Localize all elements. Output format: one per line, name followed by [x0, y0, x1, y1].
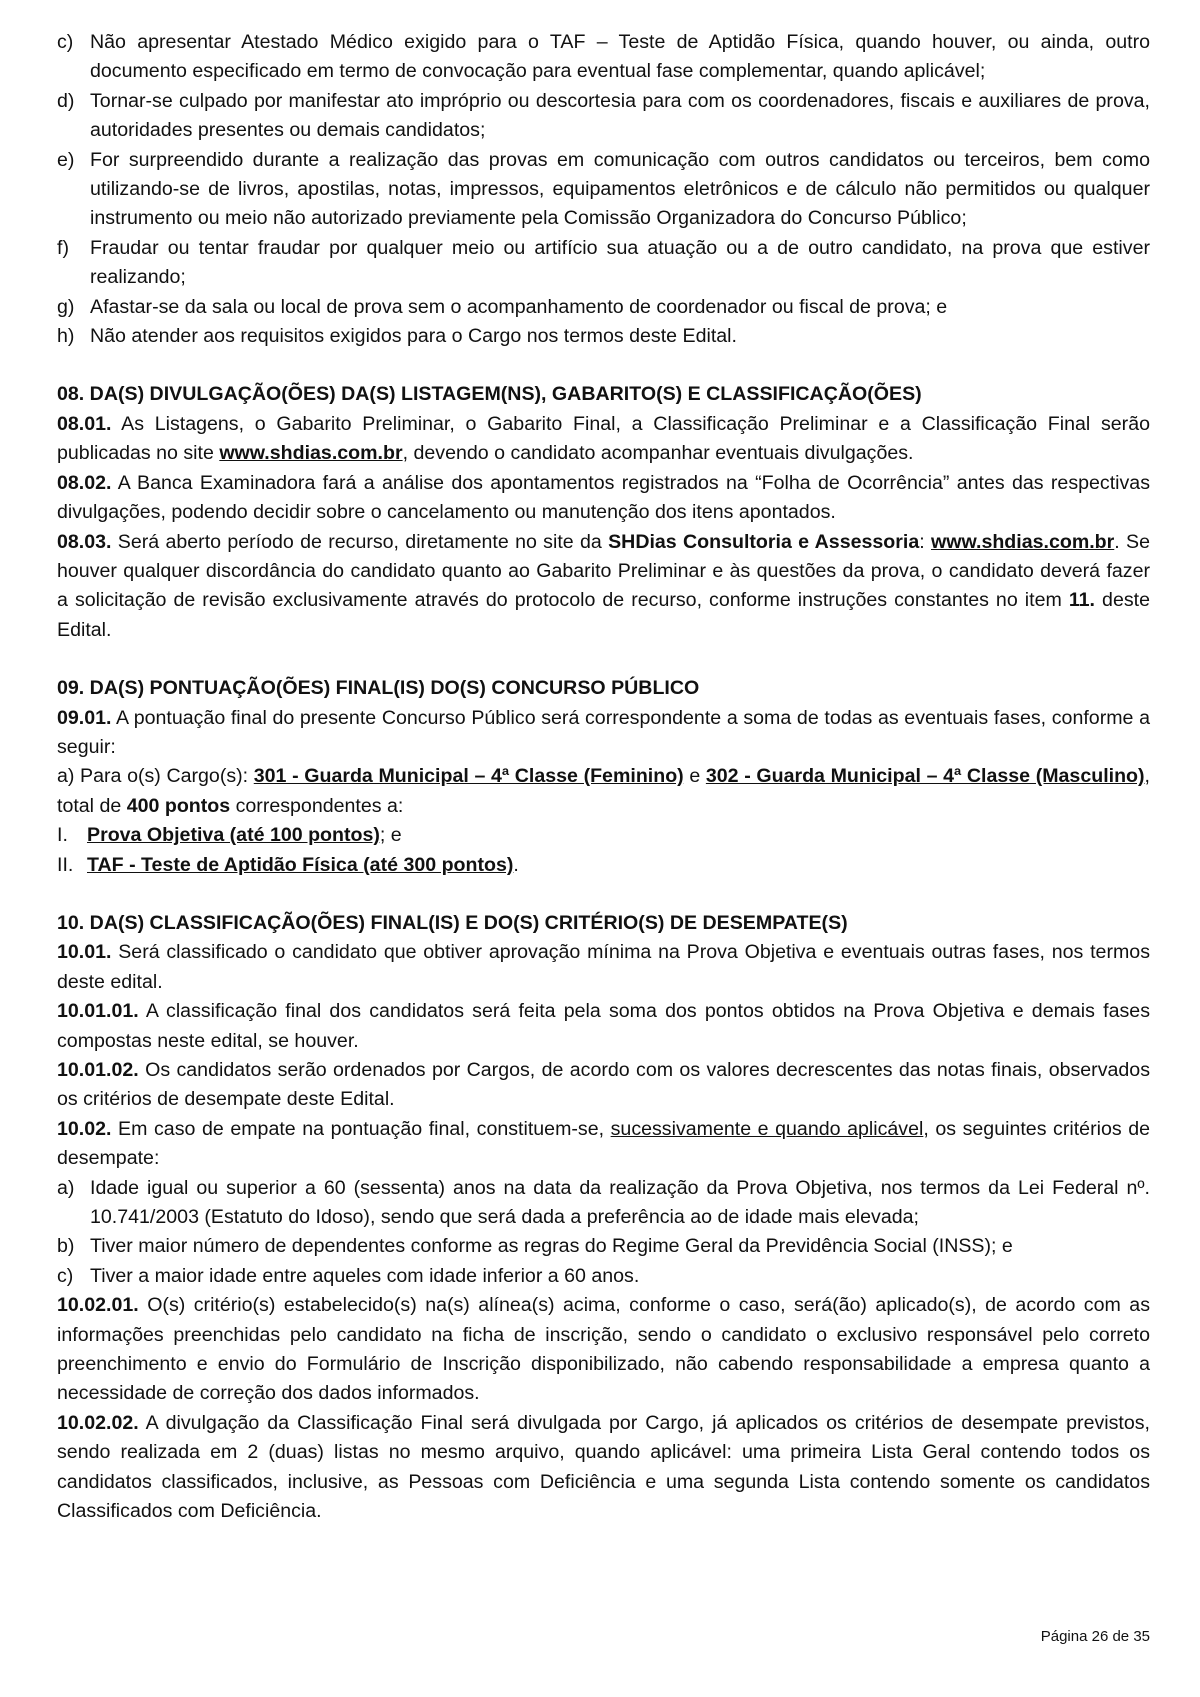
list-item: d) Tornar-se culpado por manifestar ato impróprio ou descortesia para com os coordenadores, fiscais e auxiliares de prova, autoridades presentes ou demais candidatos;	[57, 89, 1150, 142]
site-link[interactable]: www.shdias.com.br	[931, 530, 1115, 553]
paragraph-08-01: 08.01. As Listagens, o Gabarito Preliminar, o Gabarito Final, a Classificação Preliminar e a Classificação Final serão publicadas no site www.shdias.com.br, devendo o candidato acompanhar eventuais divulgações.	[57, 412, 1150, 465]
list-item: a) Idade igual ou superior a 60 (sessenta) anos na data da realização da Prova Objetiva, nos termos da Lei Federal nº. 10.741/2003 (Estatuto do Idoso), sendo que será dada a preferência ao de idade mais elevada;	[57, 1176, 1150, 1229]
list-item: I. Prova Objetiva (até 100 pontos); e	[57, 824, 402, 847]
list-item: c) Tiver a maior idade entre aqueles com idade inferior a 60 anos.	[57, 1264, 640, 1287]
paragraph-10-02-01: 10.02.01. O(s) critério(s) estabelecido(s) na(s) alínea(s) acima, conforme o caso, será(ão) aplicado(s), de acordo com as informações preenchidas pelo candidato na ficha de inscrição, sendo o candidato o exclusivo responsável pelo correto preenchimento e envio do Formulário de Inscrição disponibilizado, não cabendo responsabilidade a empresa quanto a necessidade de correção dos dados informados.	[57, 1294, 1150, 1405]
page-number: Página 26 de 35	[1040, 1628, 1150, 1645]
list-top	[57, 28, 1150, 351]
paragraph-10-02-02: 10.02.02. A divulgação da Classificação Final será divulgada por Cargo, já aplicados os critérios de desempate previstos, sendo realizada em 2 (duas) listas no mesmo arquivo, quando aplicável: uma primeira Lista Geral contendo todos os candidatos classificados, inclusive, as Pessoas com Deficiência e uma segunda Lista contendo somente os candidatos Classificados com Deficiência.	[57, 1411, 1150, 1523]
list-item: f) Fraudar ou tentar fraudar por qualquer meio ou artifício sua atuação ou a de outro candidato, na prova que estiver realizando;	[57, 236, 1150, 289]
cargo-302: 302 - Guarda Municipal – 4ª Classe (Masculino)	[705, 765, 1145, 788]
list-item: b) Tiver maior número de dependentes conforme as regras do Regime Geral da Previdência Social (INSS); e	[57, 1235, 1013, 1258]
company-name: SHDias Consultoria e Assessoria	[608, 530, 920, 553]
list-item: c) Não apresentar Atestado Médico exigido para o TAF – Teste de Aptidão Física, quando houver, ou ainda, outro documento especificado em termo de convocação para eventual fase complementar, quando aplicável;	[57, 31, 1150, 83]
spacer	[57, 880, 1150, 909]
paragraph-08-03: 08.03. Será aberto período de recurso, diretamente no site da SHDias Consultoria e Assessoria: www.shdias.com.br. Se houver qualquer discordância do candidato quanto ao Gabarito Preliminar e às questões da prova, o candidato deverá fazer a solicitação de revisão exclusivamente através do protocolo de recurso, conforme instruções constantes no item 11. deste Edital.	[57, 530, 1150, 641]
site-link[interactable]: www.shdias.com.br	[219, 442, 403, 465]
list-item: g) Afastar-se da sala ou local de prova sem o acompanhamento de coordenador ou fiscal de prova; e	[57, 295, 948, 318]
spacer	[57, 351, 1150, 380]
section-08-heading: 08. DA(S) DIVULGAÇÃO(ÕES) DA(S) LISTAGEM(NS), GABARITO(S) E CLASSIFICAÇÃO(ÕES)	[57, 383, 922, 406]
paragraph-08-02: 08.02. A Banca Examinadora fará a análise dos apontamentos registrados na “Folha de Ocorrência” antes das respectivas divulgações, podendo decidir sobre o cancelamento ou manutenção dos itens apontados.	[57, 471, 1150, 524]
document-page	[57, 28, 1150, 1527]
list-item: II. TAF - Teste de Aptidão Física (até 300 pontos).	[57, 853, 519, 876]
total-points: 400 pontos	[126, 794, 231, 817]
paragraph-10-02: 10.02. Em caso de empate na pontuação final, constituem-se, sucessivamente e quando aplicável, os seguintes critérios de desempate:	[57, 1117, 1151, 1170]
section-09-heading: 09. DA(S) PONTUAÇÃO(ÕES) FINAL(IS) DO(S) CONCURSO PÚBLICO	[57, 677, 700, 700]
paragraph-10-01-01: 10.01.01. A classificação final dos candidatos será feita pela soma dos pontos obtidos na Prova Objetiva e demais fases compostas neste edital, se houver.	[57, 1000, 1150, 1052]
list-item: e) For surpreendido durante a realização das provas em comunicação com outros candidatos ou terceiros, bem como utilizando-se de livros, apostilas, notas, impressos, equipamentos eletrônicos e de cálculo não permitidos ou qualquer instrumento ou meio não autorizado previamente pela Comissão Organizadora do Concurso Público;	[57, 148, 1150, 230]
paragraph-09-a: a) Para o(s) Cargo(s): 301 - Guarda Municipal – 4ª Classe (Feminino) e 302 - Guarda Municipal – 4ª Classe (Masculino), total de 400 pontos correspondentes a:	[57, 765, 1150, 817]
paragraph-10-01-02: 10.01.02. Os candidatos serão ordenados por Cargos, de acordo com os valores decrescentes das notas finais, observados os critérios de desempate deste Edital.	[57, 1059, 1150, 1111]
paragraph-09-01: 09.01. A pontuação final do presente Concurso Público será correspondente a soma de todas as eventuais fases, conforme a seguir:	[57, 706, 1150, 758]
section-10-heading: 10. DA(S) CLASSIFICAÇÃO(ÕES) FINAL(IS) E DO(S) CRITÉRIO(S) DE DESEMPATE(S)	[57, 911, 848, 934]
paragraph-10-01: 10.01. Será classificado o candidato que obtiver aprovação mínima na Prova Objetiva e eventuais outras fases, nos termos deste edital.	[57, 941, 1150, 993]
cargo-301: 301 - Guarda Municipal – 4ª Classe (Feminino)	[253, 765, 684, 788]
spacer	[57, 645, 1150, 674]
list-item: h) Não atender aos requisitos exigidos para o Cargo nos termos deste Edital.	[57, 325, 737, 348]
